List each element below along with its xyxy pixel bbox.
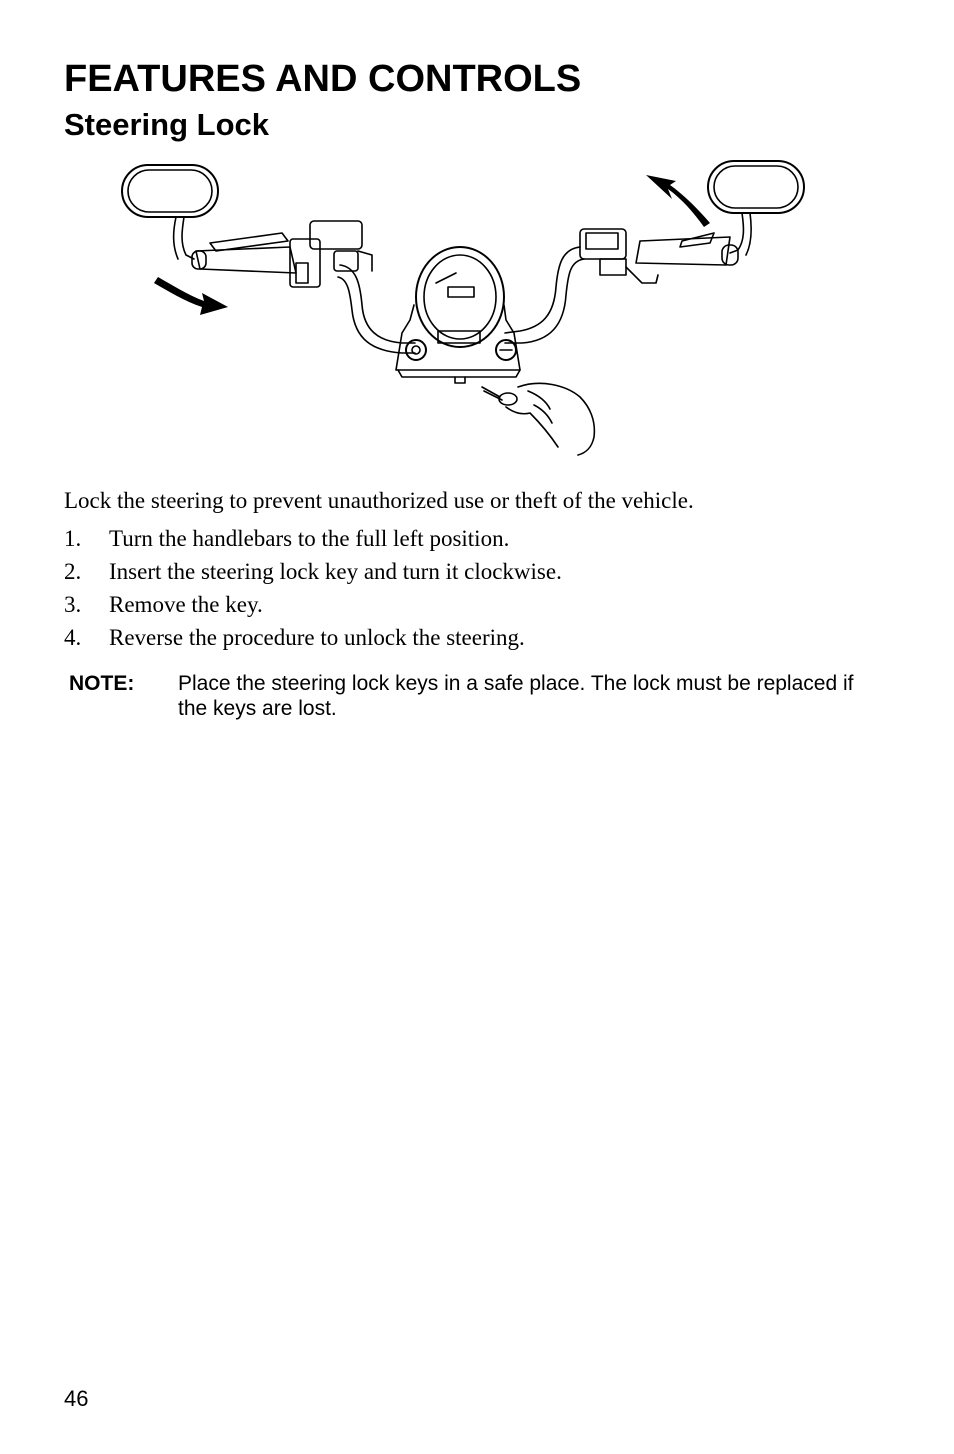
note-text: Place the steering lock keys in a safe place. The lock must be replaced if the keys are lost. [178,672,854,720]
note-label: NOTE: [69,672,135,695]
list-item [64,557,562,590]
note-block [69,671,869,721]
step-number: 3. [64,592,82,617]
list-item [64,524,562,557]
turn-right-arrow [646,175,710,227]
page-number: 46 [64,1386,89,1411]
instrument-cluster [396,247,520,383]
step-text: Remove the key. [109,592,263,617]
list-item [64,623,562,656]
list-item [64,590,562,623]
right-mirror [708,161,804,255]
step-number: 4. [64,625,82,650]
subsection-title: Steering Lock [64,107,269,142]
steps-list [64,524,562,656]
turn-left-arrow [154,277,228,315]
intro-paragraph: Lock the steering to prevent unauthorized use or theft of the vehicle. [64,488,694,513]
handlebar-steering-lock-illustration [110,155,850,465]
step-text: Reverse the procedure to unlock the steering. [109,625,525,650]
key-in-hand [482,383,594,455]
left-mirror [122,165,218,259]
step-number: 1. [64,526,82,551]
step-text: Insert the steering lock key and turn it clockwise. [109,559,562,584]
step-number: 2. [64,559,82,584]
step-text: Turn the handlebars to the full left position. [109,526,510,551]
section-title: FEATURES AND CONTROLS [64,58,582,100]
